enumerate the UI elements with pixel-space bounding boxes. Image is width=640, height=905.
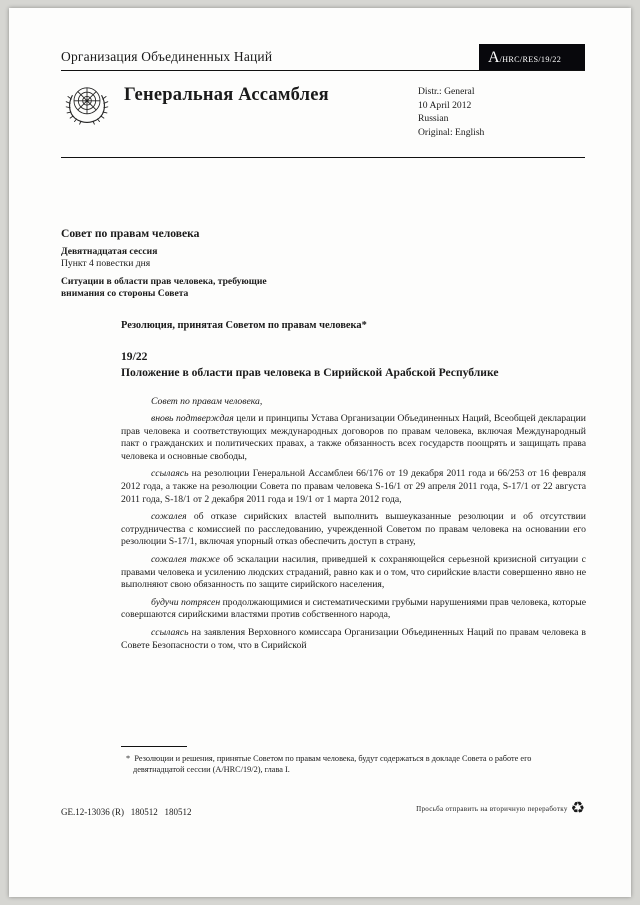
paragraph: [121, 627, 586, 652]
body-paragraphs: [121, 391, 586, 653]
original-line: Original: English: [418, 126, 485, 138]
paragraph: [121, 413, 586, 463]
paragraph: [121, 554, 586, 592]
doc-symbol-suffix: /HRC/RES/19/22: [499, 55, 562, 64]
footnote-marker: *: [126, 754, 131, 763]
paragraph: [121, 597, 586, 622]
recycle-icon: ♻: [570, 800, 585, 817]
un-emblem-icon: [61, 80, 115, 137]
paragraph-text: продолжающимися и систематическими грубыми нарушениями прав человека, которые совершаются сирийскими властями против собственного народа,: [121, 596, 587, 621]
paragraph-text: об отказе сирийских властей выполнить вышеуказанные резолюции и об отсутствии сотрудничества с комиссией по расследованию, учрежденной Советом по правам человека на основании его резолюции S-17/1, включая упорный отказ обеспечить доступ в страну,: [121, 511, 586, 548]
paragraph-lead: будучи потрясен: [151, 596, 221, 608]
agenda-title-line1: Ситуации в области прав человека, требующие: [61, 275, 267, 287]
paragraph-text: об эскалации насилия, приведшей к сохраняющейся серьезной кризисной ситуации с правами человека и усилению людских страданий, равно как и о том, что сирийские власти совершенно явно не выполняют свою обязанность по защите сирийского населения,: [121, 554, 586, 591]
resolution-heading: Резолюция, принятая Советом по правам человека*: [121, 319, 367, 331]
agenda-title-line2: внимания со стороны Совета: [61, 288, 189, 299]
paragraph-text: на заявления Верховного комиссара Организации Объединенных Наций по правам человека в Совете Безопасности о том, что в Сирийской: [121, 627, 586, 651]
recycle-note: [416, 801, 585, 817]
resolution-section: [121, 320, 585, 380]
agenda-title: [61, 276, 585, 301]
session-number: Девятнадцатая сессия: [61, 245, 158, 257]
footnote-text: Резолюции и решения, принятые Советом по правам человека, будут содержаться в докладе Совета о работе его девятнадцатой сессии (A/HRC/19/2), глава I.: [133, 754, 532, 774]
council-name: Совет по правам человека: [61, 227, 200, 240]
paragraph: [121, 396, 586, 409]
doc-symbol-prefix: A: [488, 49, 500, 66]
session-block: [61, 228, 585, 301]
recycle-text: Просьба отправить на вторичную переработку: [416, 805, 568, 813]
document-page: [9, 8, 631, 897]
masthead-rule: [61, 157, 585, 158]
paragraph: [121, 468, 586, 506]
distr-line: Distr.: General: [418, 86, 475, 97]
date-line: 10 April 2012: [418, 99, 472, 111]
paragraph-lead: сожалея также: [151, 554, 220, 566]
document-header: [61, 44, 585, 70]
distribution-block: [418, 80, 585, 139]
language-line: Russian: [418, 113, 449, 124]
paragraph-lead: ссылаясь: [151, 627, 189, 638]
paragraph-lead: вновь подтверждая: [151, 413, 234, 425]
paragraph-text: цели и принципы Устава Организации Объединенных Наций, Всеобщей декларации прав человека и соответствующих международных договоров по правам человека, включая Международный пакт о гражданских и политических правах, а также обязанность всех государств поощрять и защищать права человека и основные свободы,: [121, 413, 586, 462]
ge-document-number: GE.12-13036 (R) 180512 180512: [61, 807, 192, 817]
masthead: [61, 71, 585, 157]
footnote-rule: [121, 746, 187, 747]
agenda-item: Пункт 4 повестки дня: [61, 258, 151, 269]
footnote-area: [121, 746, 585, 775]
org-name: Организация Объединенных Наций: [61, 49, 273, 64]
resolution-number: 19/22: [121, 349, 148, 363]
paragraph-lead: сожалея: [151, 511, 187, 523]
paragraph: [121, 511, 586, 549]
doc-symbol-box: [479, 44, 585, 70]
paragraph-text: на резолюции Генеральной Ассамблеи 66/176 от 19 декабря 2011 года и 66/253 от 16 февраля 2012 года, а также на резолюции Совета по правам человека S-16/1 от 29 апреля 2011 года, S-17/1 от 22 августа 2011 года, S-18/1 от 2 декабря 2011 года и 19/1 от 1 марта 2012 года,: [121, 468, 586, 505]
paragraph-lead: ссылаясь: [151, 468, 189, 480]
page-title: Генеральная Ассамблея: [124, 85, 329, 105]
resolution-title: Положение в области прав человека в Сирийской Арабской Республике: [121, 365, 499, 379]
paragraph-lead: Совет по правам человека,: [151, 395, 263, 407]
page-footer: [61, 801, 585, 817]
footnote: [121, 753, 573, 775]
